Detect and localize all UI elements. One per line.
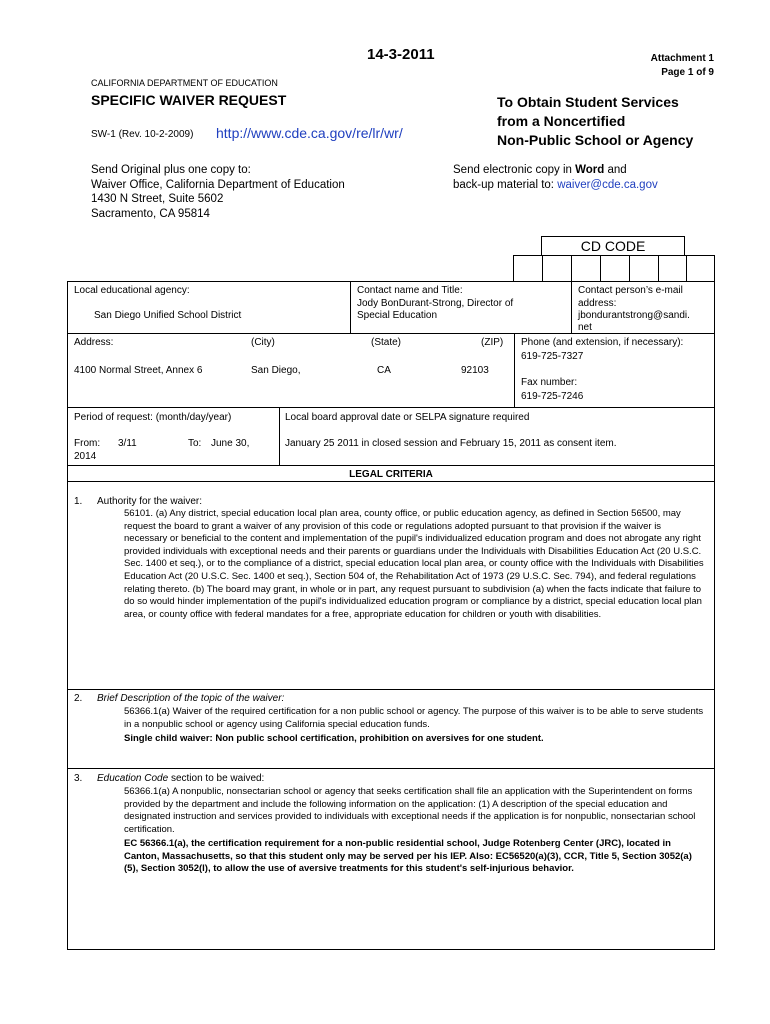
cell-divider [514,333,515,408]
row-divider [67,465,715,466]
cd-digit-divider [600,256,601,282]
email-label-cont: address: [578,298,617,309]
approval-label: Local board approval date or SELPA signature required [285,412,530,423]
cd-code-digits[interactable] [513,255,715,282]
section-2-number: 2. [74,693,83,704]
street-value[interactable]: 4100 Normal Street, Annex 6 [74,365,203,376]
phone-label: Phone (and extension, if necessary): [521,337,684,348]
cd-digit-divider [629,256,630,282]
section-2-title: Brief Description of the topic of the waiver: [97,693,285,704]
cd-digit-divider [542,256,543,282]
section-1-body: 56101. (a) Any district, special education local plan area, county office, or public education agency, as defined in Section 56500, may request the board to grant a waiver of any provision of this code or regulations adopted pursuant to that provision if the waiver is necessary or beneficial to the content and implementation of the pupil's individualized education program and does not abrogate any right provided individuals with exceptional needs and their parents or guardians under the Individuals with Disabilities Education Act (20 U.S.C. Sec. 1400 et seq.), or to the compliance of a district, special education local plan area, or county office with the Individuals with Disabilities Education Act (20 U.S.C. Sec. 1400 et seq.), Section 504 of, the Rehabilitation Act of 1973 (29 U.S.C. Sec. 794), and federal regulations relating thereto. (b) The board may grant, in whole or in part, any request pursuant to subdivision (a) when the facts indicate that failure to do so would hinder implementation of the pupil's individualized education program or compliance by a district, special education local plan area, or county office with federal mandates for a free, appropriate education for children or youth with disabilities. [124,508,704,620]
zip-label: (ZIP) [481,337,504,348]
cd-code-label: CD CODE [580,238,646,254]
period-label: Period of request: (month/day/year) [74,412,232,423]
from-label: From: [74,438,101,449]
state-value[interactable]: CA [377,365,391,376]
section-3-summary: EC 56366.1(a), the certification requirement for a non-public residential school, Judge Rotenberg Center (JRC), located in Canton, Massachusetts, so that this student only may be served per his IEP. Also: EC56520(a)(3), CCR, Title 5, Section 3052(a)(5), Section 3052(l), to allow the use of aversive treatments for this student's self-injurious behavior. [124,838,692,875]
document-date: 14-3-2011 [367,46,435,63]
cd-digit-divider [571,256,572,282]
fax-label: Fax number: [521,377,578,388]
mailing-line: Send Original plus one copy to: [91,164,251,176]
form-id: SW-1 (Rev. 10-2-2009) [91,129,194,140]
section-1-title: Authority for the waiver: [97,496,203,507]
row-divider [67,768,715,769]
cd-digit-divider [658,256,659,282]
section-2-summary: Single child waiver: Non public school certification, prohibition on aversives for one student. [124,733,544,744]
electronic-copy-note [453,163,658,192]
page-number: Page 1 of 9 [661,67,714,78]
approval-value[interactable]: January 25 2011 in closed session and February 15, 2011 as consent item. [285,438,617,449]
section-1-number: 1. [74,496,83,507]
contact-value[interactable]: Jody BonDurant-Strong, Director of [357,298,514,309]
electronic-suffix: and [604,164,627,176]
city-label: (City) [251,337,275,348]
row-divider [67,407,715,408]
to-label: To: [188,438,202,449]
section-3-title [97,772,264,785]
waiver-email-link[interactable]: waiver@cde.ca.gov [557,178,658,191]
purpose-line: from a Noncertified [497,113,626,129]
department-name: CALIFORNIA DEPARTMENT OF EDUCATION [91,78,278,88]
waiver-url-link[interactable]: http://www.cde.ca.gov/re/lr/wr/ [216,125,403,141]
purpose-heading [497,93,693,150]
agency-label: Local educational agency: [74,285,190,296]
purpose-line: To Obtain Student Services [497,94,679,110]
contact-label: Contact name and Title: [357,285,463,296]
row-divider [67,689,715,690]
mailing-line: Waiver Office, California Department of Education [91,178,345,191]
attachment-label: Attachment 1 [650,53,714,64]
from-value[interactable]: 3/11 [118,438,137,449]
state-label: (State) [371,337,402,348]
electronic-prefix: Send electronic copy in [453,164,576,176]
to-value[interactable]: June 30, [211,438,250,449]
phone-value[interactable]: 619-725-7327 [521,351,584,362]
purpose-line: Non-Public School or Agency [497,132,694,148]
city-value[interactable]: San Diego, [251,365,301,376]
word-format: Word [575,164,605,176]
cell-divider [350,281,351,334]
email-value-cont[interactable]: net [578,322,592,333]
row-divider [67,333,715,334]
mailing-line: 1430 N Street, Suite 5602 [91,193,224,205]
mailing-address [91,163,345,221]
cell-divider [279,407,280,466]
address-label: Address: [74,337,114,348]
to-year[interactable]: 2014 [74,451,97,462]
row-divider [67,481,715,482]
legal-criteria-heading: LEGAL CRITERIA [349,469,433,480]
cd-code-header [541,236,685,256]
backup-prefix: back-up material to: [453,178,558,191]
contact-value-cont[interactable]: Special Education [357,310,438,321]
page-title: SPECIFIC WAIVER REQUEST [91,92,287,108]
section-2-body: 56366.1(a) Waiver of the required certification for a non public school or agency. The purpose of this waiver is to be able to serve students in a nonpublic school or agency using California special education funds. [124,706,704,730]
section-3-title-code: Education Code [97,773,169,784]
agency-value[interactable]: San Diego Unified School District [94,310,242,321]
section-3-number: 3. [74,773,83,784]
section-3-body: 56366.1(a) A nonpublic, nonsectarian school or agency that seeks certification shall file an application with the Superintendent on forms provided by the department and include the following information on the application: (1) A description of the special education and designated instruction and services provided to individuals with exceptional needs if the application is for nonpublic, nonsectarian school certification. [124,786,696,835]
email-label: Contact person’s e-mail [578,285,683,296]
cell-divider [571,281,572,334]
email-value[interactable]: jbondurantstrong@sandi. [578,310,690,321]
section-3-title-rest: section to be waived: [168,773,265,784]
fax-value[interactable]: 619-725-7246 [521,391,584,402]
cd-digit-divider [686,256,687,282]
zip-value[interactable]: 92103 [461,365,489,376]
mailing-line: Sacramento, CA 95814 [91,207,210,220]
